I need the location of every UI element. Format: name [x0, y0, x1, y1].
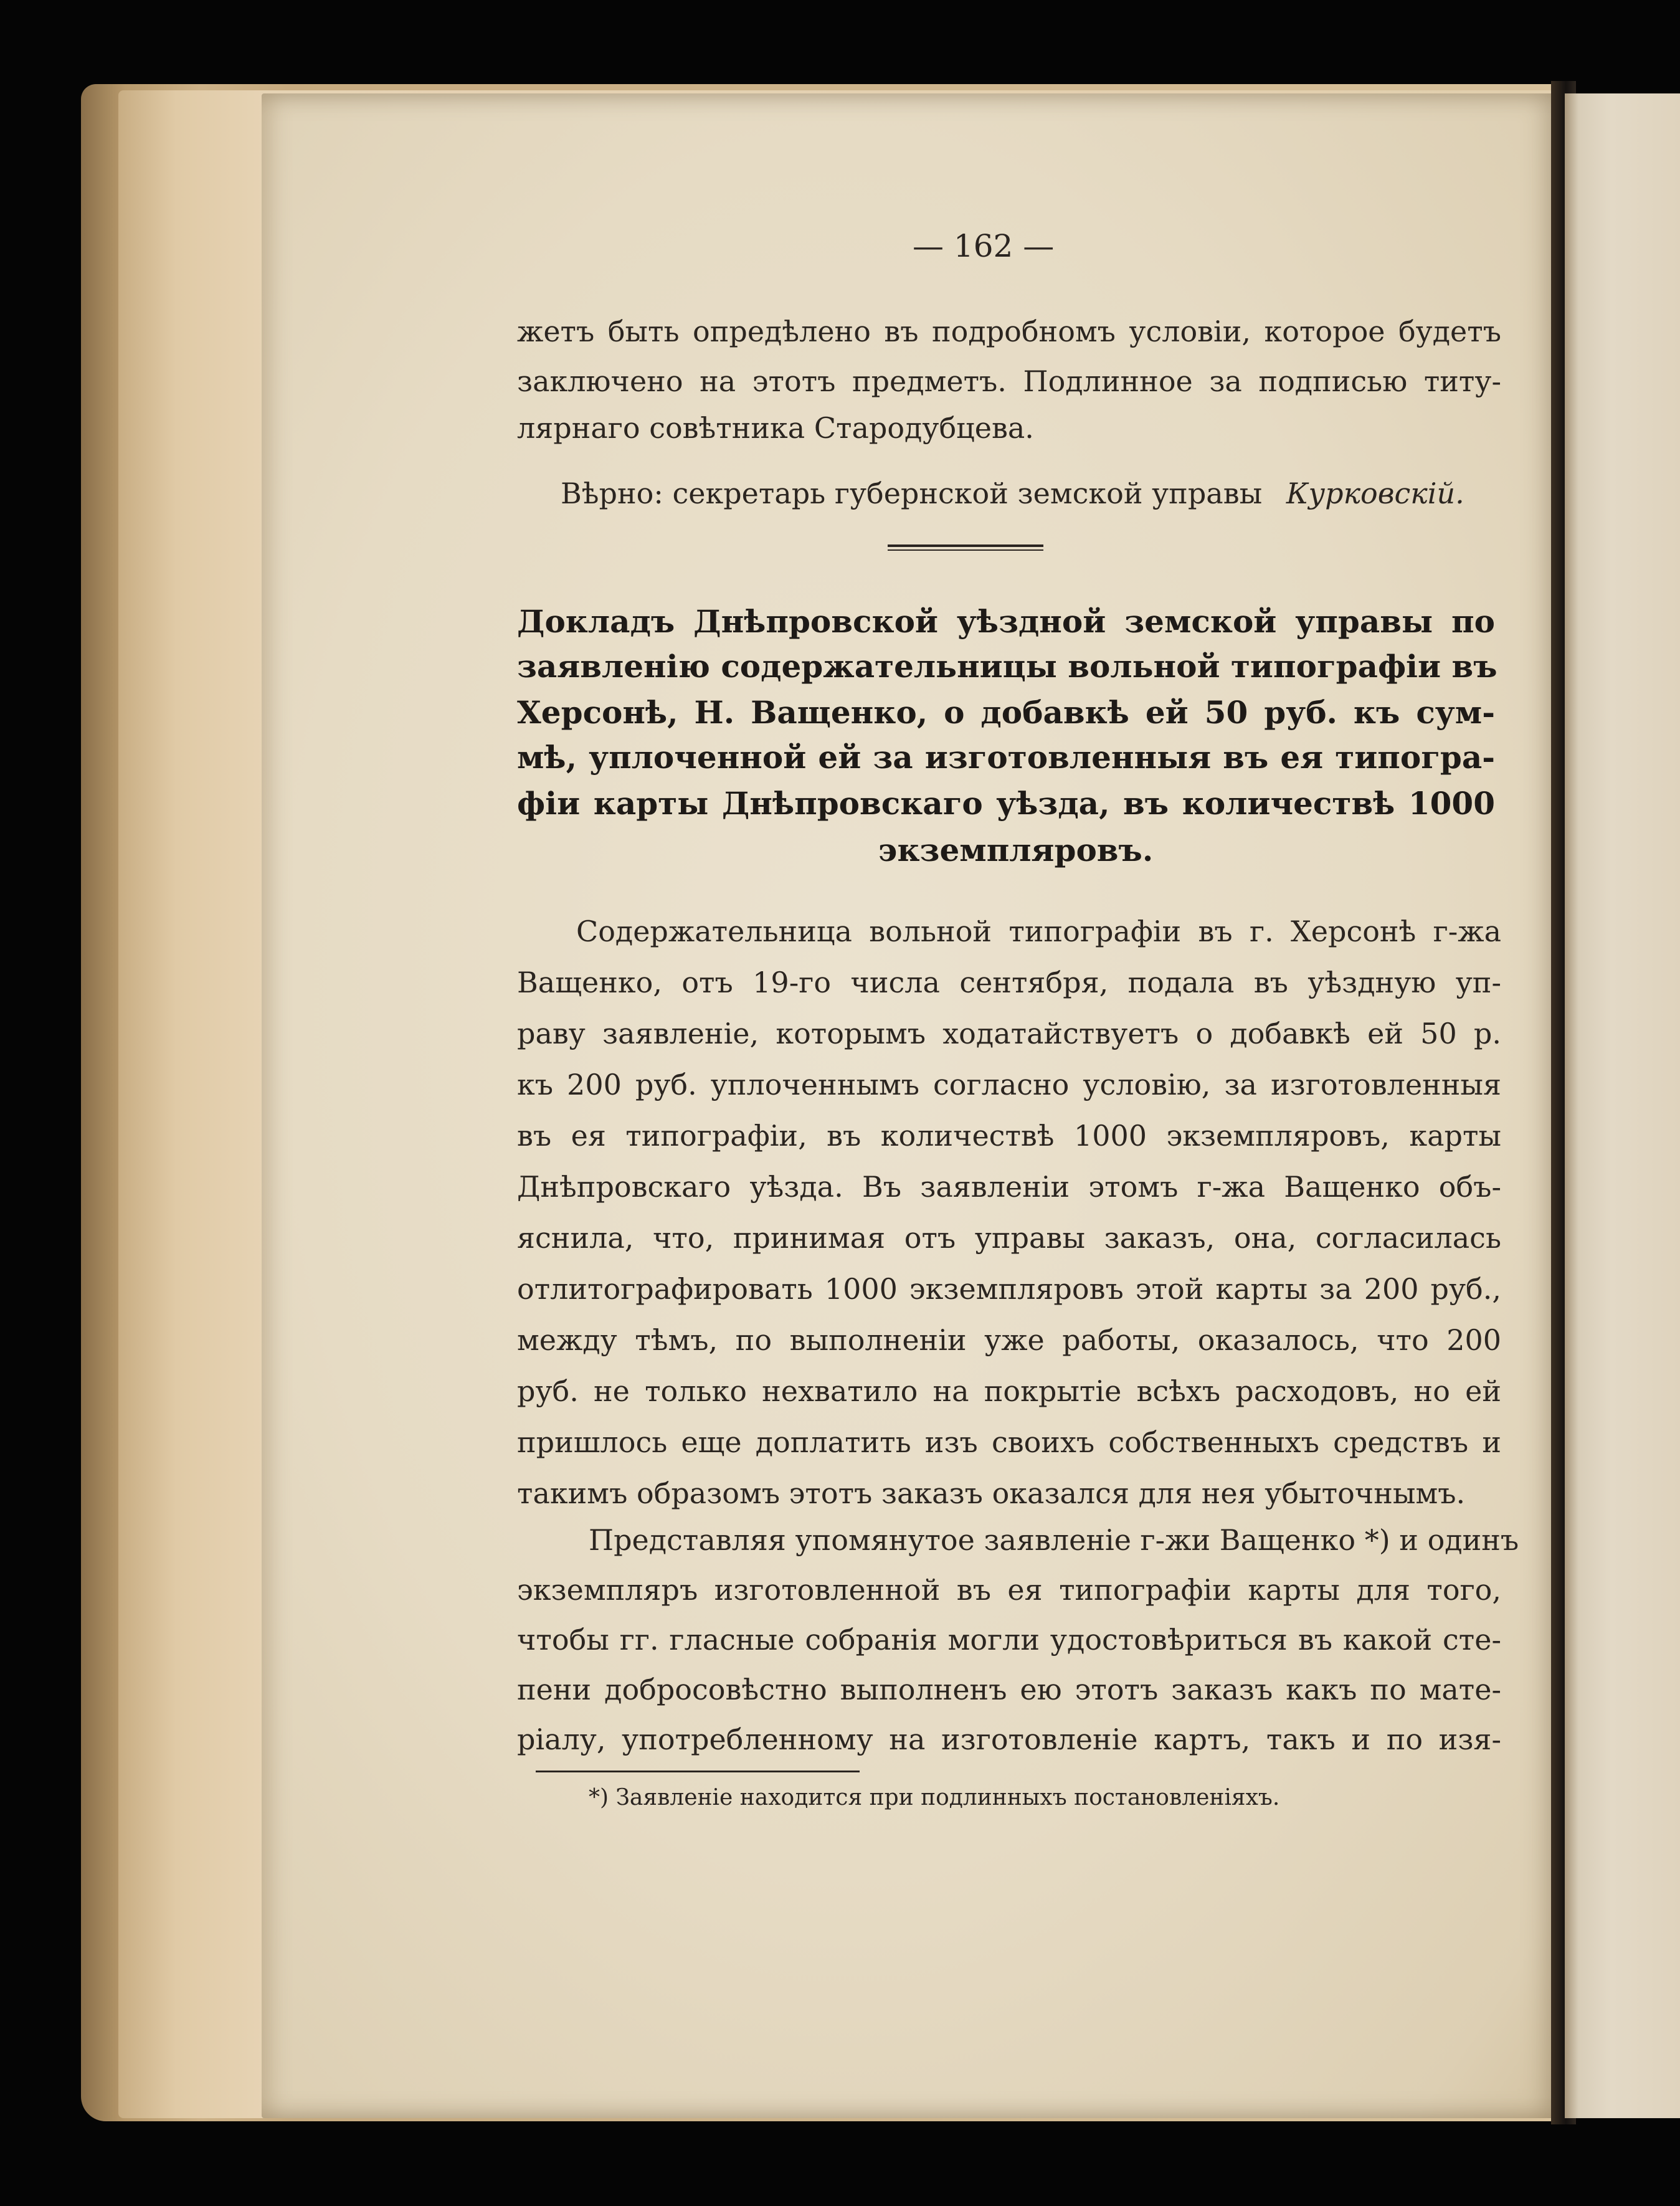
paragraph-line: экземпляръ изготовленной въ ея типографіи карты для того, [517, 1573, 1501, 1607]
paragraph-line: такимъ образомъ этотъ заказъ оказался для нея убыточнымъ. [517, 1476, 1466, 1510]
report-heading-line: Докладъ Днѣпровской уѣздной земской управы по [517, 603, 1495, 640]
facing-page-edge [1565, 93, 1680, 2118]
section-divider [888, 544, 1043, 547]
paragraph-line: Ващенко, отъ 19-го числа сентября, подала въ уѣздную уп- [517, 966, 1501, 999]
text-line: лярнаго совѣтника Стародубцева. [517, 411, 1034, 445]
paragraph-line: пришлось еще доплатить изъ своихъ собственныхъ средствъ и [517, 1425, 1501, 1459]
report-heading-line: заявленію содержательницы вольной типографіи въ [517, 648, 1497, 685]
attestation-line [561, 477, 1464, 510]
paragraph-line: между тѣмъ, по выполненіи уже работы, оказалось, что 200 [517, 1323, 1501, 1357]
report-heading-line: мѣ, уплоченной ей за изготовленныя въ ея типогра- [517, 739, 1495, 776]
report-heading-line: экземпляровъ. [878, 832, 1154, 868]
report-heading-line: фіи карты Днѣпровскаго уѣзда, въ количествѣ 1000 [517, 785, 1495, 822]
paragraph-line: въ ея типографіи, въ количествѣ 1000 экземпляровъ, карты [517, 1119, 1501, 1153]
paragraph-line: раву заявленіе, которымъ ходатайствуетъ о добавкѣ ей 50 р. [517, 1017, 1501, 1050]
footnote: *) Заявленіе находится при подлинныхъ постановленіяхъ. [589, 1785, 1280, 1810]
text-line: заключено на этотъ предметъ. Подлинное за подписью титу- [517, 364, 1501, 398]
paragraph-line: Содержательница вольной типографіи въ г. Херсонѣ г-жа [576, 915, 1501, 948]
paragraph-line: ріалу, употребленному на изготовленіе картъ, такъ и по изя- [517, 1723, 1501, 1756]
attestation-text: Вѣрно: секретарь губернской земской управы [561, 477, 1263, 510]
paragraph-line: чтобы гг. гласные собранія могли удостовѣриться въ какой сте- [517, 1623, 1501, 1657]
paragraph-line: руб. не только нехватило на покрытіе всѣхъ расходовъ, но ей [517, 1374, 1501, 1408]
paragraph-line: пени добросовѣстно выполненъ ею этотъ заказъ какъ по мате- [517, 1673, 1501, 1706]
footnote-rule [536, 1771, 860, 1772]
paragraph-line: отлитографировать 1000 экземпляровъ этой карты за 200 руб., [517, 1272, 1501, 1306]
report-heading-line: Херсонѣ, Н. Ващенко, о добавкѣ ей 50 руб. къ сум- [517, 694, 1495, 731]
paragraph-line: яснила, что, принимая отъ управы заказъ, она, согласилась [517, 1221, 1501, 1255]
paragraph-line: къ 200 руб. уплоченнымъ согласно условію, за изготовленныя [517, 1068, 1501, 1101]
text-line: жетъ быть опредѣлено въ подробномъ условіи, которое будетъ [517, 315, 1501, 348]
section-divider-lower [888, 549, 1043, 551]
paragraph-line: Представляя упомянутое заявленіе г-жи Ващенко *) и одинъ [589, 1523, 1519, 1557]
attestation-signature: Курковскій. [1286, 477, 1464, 510]
page-number: — 162 — [913, 228, 1055, 264]
paragraph-line: Днѣпровскаго уѣзда. Въ заявленіи этомъ г-жа Ващенко объ- [517, 1170, 1501, 1204]
